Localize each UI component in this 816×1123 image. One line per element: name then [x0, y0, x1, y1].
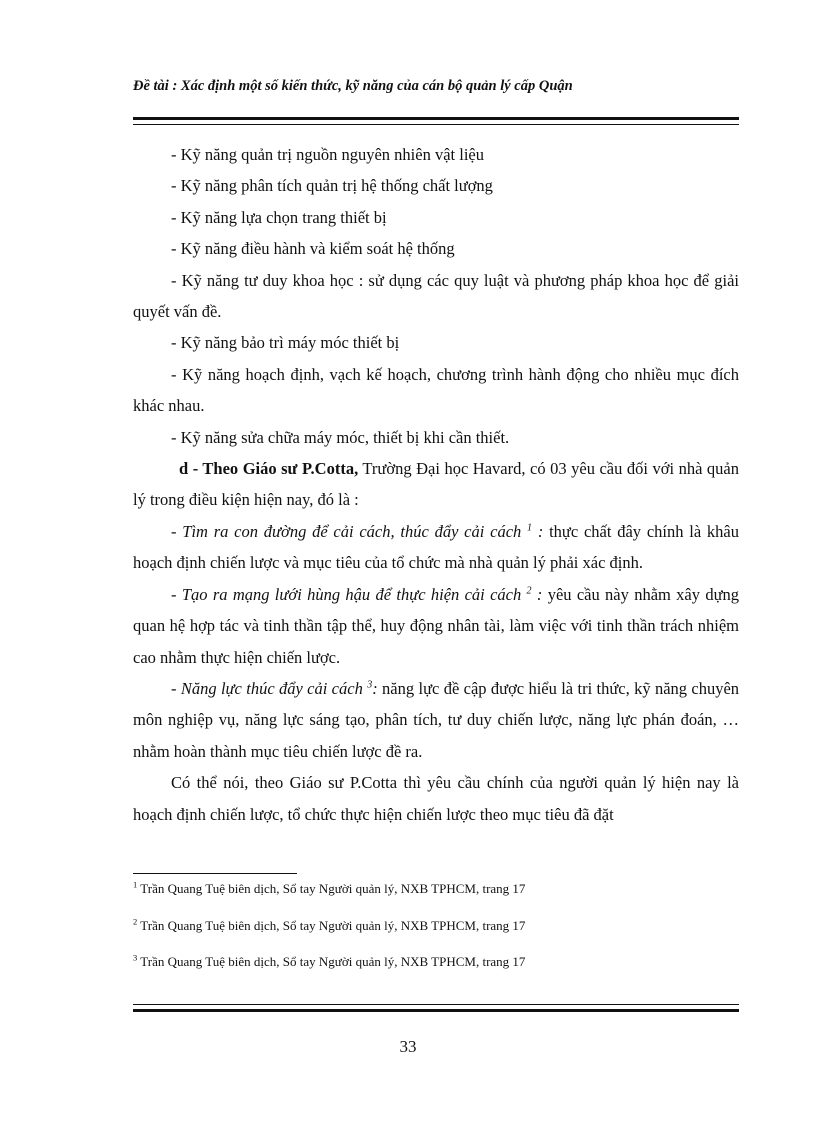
footnote-ref-3: 3 — [367, 679, 373, 691]
requirement-3 — [133, 673, 739, 767]
footnote-text: Trần Quang Tuệ biên dịch, Sổ tay Người quản lý, NXB TPHCM, trang 17 — [140, 954, 526, 969]
requirement-2-text: yêu cầu này nhằm xây dựng quan hệ hợp tác và tinh thần tập thể, huy động nhân tài, làm việc với tinh thần trách nhiệm cao nhằm thực hiện chiến lược. — [133, 584, 740, 667]
list-item: - Kỹ năng hoạch định, vạch kế hoạch, chương trình hành động cho nhiều mục đích khác nhau. — [133, 364, 739, 416]
page-number: 33 — [399, 1037, 417, 1056]
requirement-1-colon: : — [532, 521, 544, 541]
footnote-ref-2: 2 — [526, 585, 532, 597]
requirement-2-dash: - — [171, 584, 182, 604]
requirement-2 — [133, 579, 739, 673]
requirement-3-text: năng lực đề cập được hiểu là tri thức, kỹ năng chuyên môn nghiệp vụ, năng lực sáng tạo, phân tích, tư duy chiến lược, năng lực phán đoán, … nhằm hoàn thành mục tiêu chiến lược đề ra. — [133, 678, 740, 761]
footnote-ref-1: 1 — [527, 522, 533, 534]
footnotes — [133, 880, 739, 990]
header-divider — [133, 117, 739, 125]
requirement-3-dash: - — [171, 678, 181, 698]
footnote-text: Trần Quang Tuệ biên dịch, Sổ tay Người quản lý, NXB TPHCM, trang 17 — [140, 917, 526, 933]
footnote-number: 3 — [133, 952, 138, 963]
requirement-1-title: - Tìm ra con đường để cải cách, thúc đẩy cải cách — [171, 521, 522, 541]
section-d-text: Trường Đại học Havard, có 03 yêu cầu đối với nhà quản lý trong điều kiện hiện nay, đó là : — [133, 459, 739, 510]
footnote-text: Trần Quang Tuệ biên dịch, Sổ tay Người quản lý, NXB TPHCM, trang 17 — [140, 881, 526, 896]
conclusion-paragraph: Có thể nói, theo Giáo sư P.Cotta thì yêu cầu chính của người quản lý hiện nay là hoạch định chiến lược, tổ chức thực hiện chiến lược theo mục tiêu đã đặt — [133, 773, 739, 824]
footnote — [133, 917, 739, 935]
requirement-3-title: Năng lực thúc đẩy cải cách — [180, 678, 363, 698]
list-item: - Kỹ năng sửa chữa máy móc, thiết bị khi cần thiết. — [171, 427, 510, 447]
document-body — [133, 139, 739, 830]
list-item: - Kỹ năng bảo trì máy móc thiết bị — [171, 333, 400, 353]
list-item: - Kỹ năng phân tích quản trị hệ thống chất lượng — [171, 176, 493, 196]
requirement-3-colon: : — [372, 678, 378, 698]
footnote — [133, 953, 739, 971]
footnote-number: 1 — [133, 879, 138, 890]
document-header-title: Đề tài : Xác định một số kiến thức, kỹ năng của cán bộ quản lý cấp Quận — [133, 78, 573, 94]
requirement-1 — [133, 516, 739, 579]
list-item: - Kỹ năng lựa chọn trang thiết bị — [171, 207, 387, 227]
requirement-2-title: Tạo ra mạng lưới hùng hậu để thực hiện cải cách — [181, 584, 522, 604]
list-item: - Kỹ năng điều hành và kiểm soát hệ thống — [171, 239, 455, 259]
list-item: - Kỹ năng quản trị nguồn nguyên nhiên vật liệu — [171, 145, 484, 164]
section-d-paragraph — [133, 453, 739, 516]
footnote-divider — [133, 873, 297, 874]
footer-divider — [133, 1004, 739, 1012]
list-item: - Kỹ năng tư duy khoa học : sử dụng các quy luật và phương pháp khoa học để giải quyết vấn đề. — [133, 270, 739, 322]
requirement-2-colon: : — [531, 584, 543, 604]
footnote — [133, 880, 739, 898]
requirement-1-text: thực chất đây chính là khâu hoạch định chiến lược và mục tiêu của tổ chức mà nhà quản lý phải xác định. — [133, 521, 740, 573]
footnote-number: 2 — [133, 916, 138, 927]
section-d-heading: d - Theo Giáo sư P.Cotta, — [179, 459, 359, 479]
